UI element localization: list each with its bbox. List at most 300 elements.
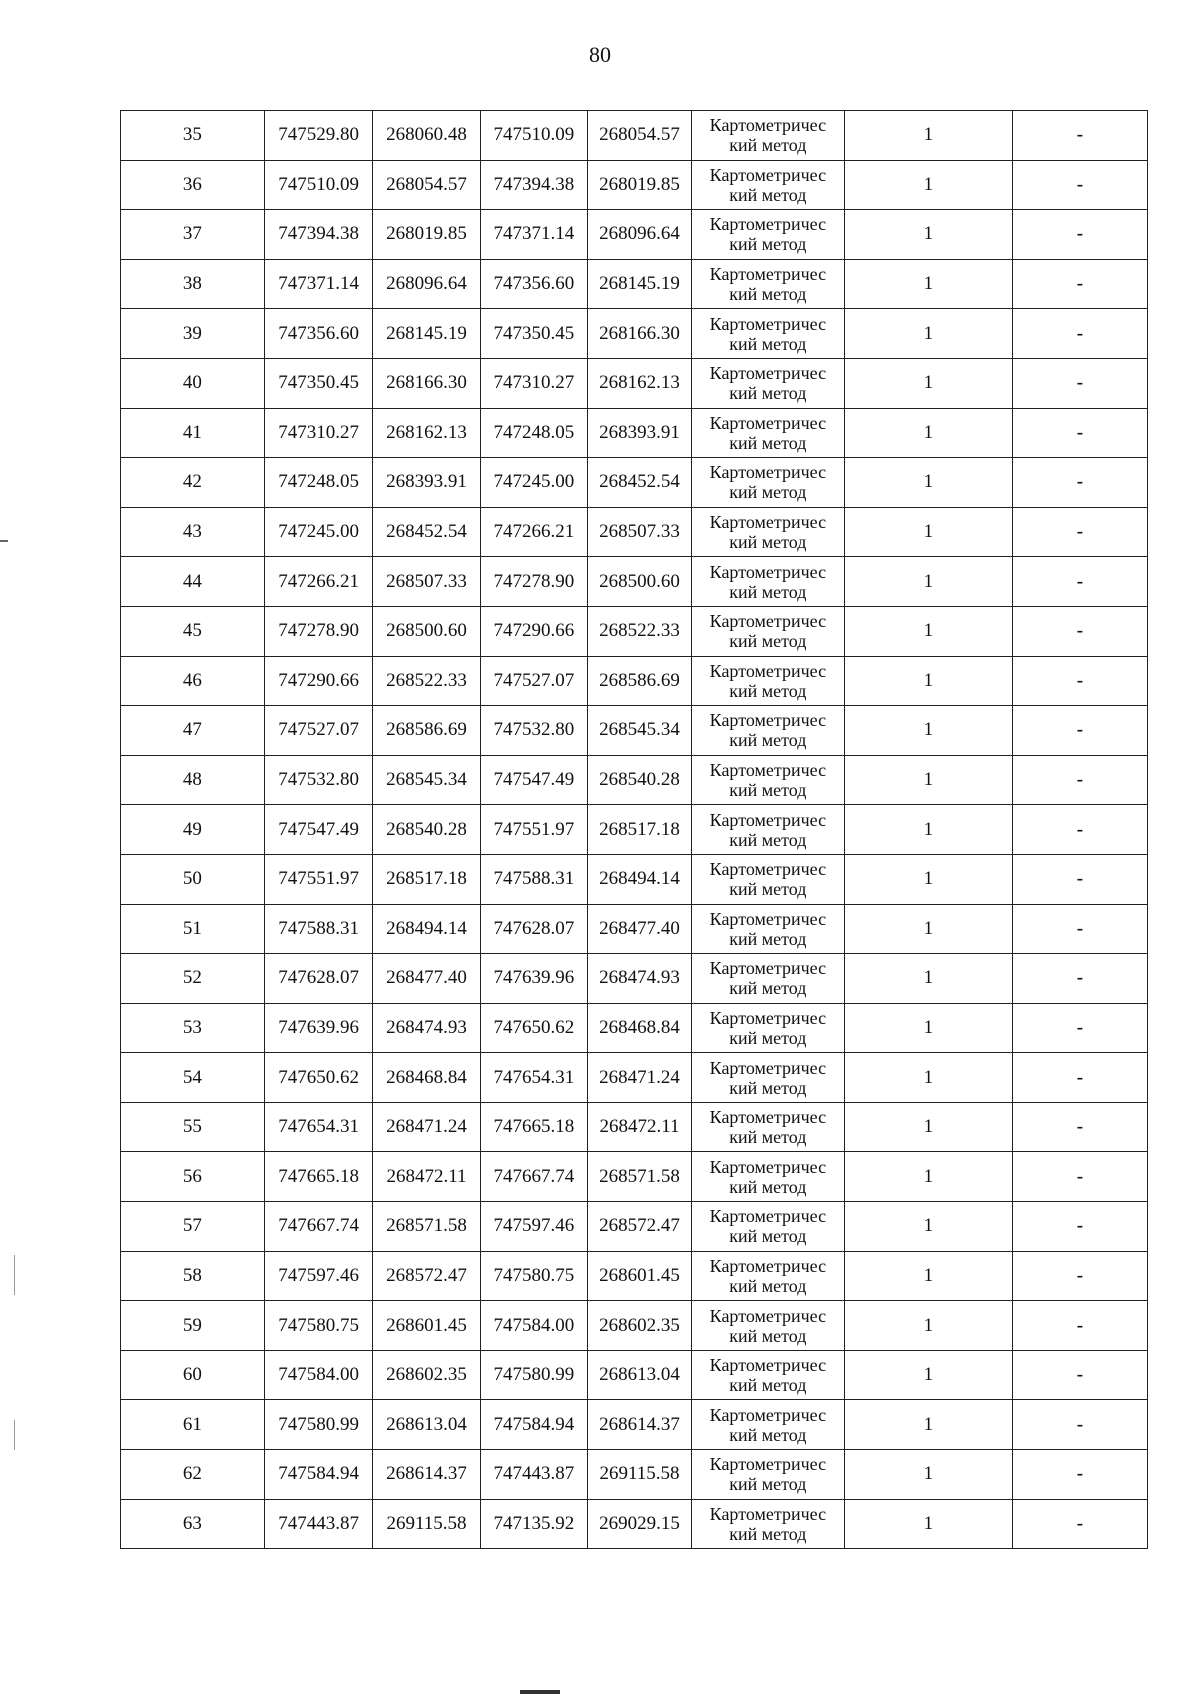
x-start-cell: 747580.75	[264, 1301, 372, 1351]
table-row	[121, 259, 1148, 309]
y-start-cell: 268601.45	[373, 1301, 480, 1351]
y-start-cell: 268602.35	[373, 1350, 480, 1400]
accuracy-cell: 1	[844, 1202, 1012, 1252]
method-text-line1: Картометричес	[709, 1454, 827, 1475]
accuracy-cell: 1	[844, 954, 1012, 1004]
point-number-cell: 57	[121, 1202, 265, 1252]
x-start-cell: 747371.14	[264, 259, 372, 309]
table-row	[121, 1350, 1148, 1400]
x-end-cell: 747639.96	[480, 954, 587, 1004]
note-cell: -	[1012, 160, 1147, 210]
method-text-line1: Картометричес	[709, 214, 827, 235]
table-row	[121, 954, 1148, 1004]
x-start-cell: 747654.31	[264, 1102, 372, 1152]
method-text-line2: кий метод	[729, 1176, 807, 1197]
method-text-line1: Картометричес	[709, 1107, 827, 1128]
table-row	[121, 1450, 1148, 1500]
y-start-cell: 268572.47	[373, 1251, 480, 1301]
method-cell	[692, 507, 845, 557]
y-start-cell: 268507.33	[373, 557, 480, 607]
method-text-line2: кий метод	[729, 879, 807, 900]
y-start-cell: 268393.91	[373, 458, 480, 508]
point-number-cell: 40	[121, 358, 265, 408]
accuracy-cell: 1	[844, 210, 1012, 260]
note-cell: -	[1012, 656, 1147, 706]
y-end-cell: 268472.11	[588, 1102, 692, 1152]
x-end-cell: 747443.87	[480, 1450, 587, 1500]
note-cell: -	[1012, 1053, 1147, 1103]
method-text-line1: Картометричес	[709, 264, 827, 285]
y-start-cell: 268586.69	[373, 706, 480, 756]
y-end-cell: 268613.04	[588, 1350, 692, 1400]
note-cell: -	[1012, 954, 1147, 1004]
binding-mark	[14, 1255, 15, 1295]
y-end-cell: 268471.24	[588, 1053, 692, 1103]
note-cell: -	[1012, 1202, 1147, 1252]
method-cell	[692, 954, 845, 1004]
y-end-cell: 268477.40	[588, 904, 692, 954]
method-text-line2: кий метод	[729, 432, 807, 453]
point-number-cell: 35	[121, 111, 265, 161]
table-row	[121, 507, 1148, 557]
x-end-cell: 747597.46	[480, 1202, 587, 1252]
method-cell	[692, 1450, 845, 1500]
point-number-cell: 54	[121, 1053, 265, 1103]
y-start-cell: 268468.84	[373, 1053, 480, 1103]
method-cell	[692, 1400, 845, 1450]
accuracy-cell: 1	[844, 111, 1012, 161]
method-cell	[692, 1152, 845, 1202]
method-cell	[692, 1350, 845, 1400]
method-cell	[692, 854, 845, 904]
y-end-cell: 268500.60	[588, 557, 692, 607]
point-number-cell: 60	[121, 1350, 265, 1400]
accuracy-cell: 1	[844, 358, 1012, 408]
x-start-cell: 747266.21	[264, 557, 372, 607]
y-start-cell: 268471.24	[373, 1102, 480, 1152]
accuracy-cell: 1	[844, 1499, 1012, 1549]
table-row	[121, 210, 1148, 260]
x-end-cell: 747628.07	[480, 904, 587, 954]
accuracy-cell: 1	[844, 259, 1012, 309]
y-end-cell: 268507.33	[588, 507, 692, 557]
accuracy-cell: 1	[844, 458, 1012, 508]
point-number-cell: 53	[121, 1003, 265, 1053]
accuracy-cell: 1	[844, 656, 1012, 706]
method-text-line2: кий метод	[729, 1275, 807, 1296]
y-end-cell: 268602.35	[588, 1301, 692, 1351]
method-text-line1: Картометричес	[709, 1305, 827, 1326]
x-end-cell: 747650.62	[480, 1003, 587, 1053]
method-text-line2: кий метод	[729, 730, 807, 751]
method-cell	[692, 1102, 845, 1152]
note-cell: -	[1012, 1301, 1147, 1351]
y-end-cell: 268474.93	[588, 954, 692, 1004]
method-text-line1: Картометричес	[709, 1255, 827, 1276]
accuracy-cell: 1	[844, 1102, 1012, 1152]
y-start-cell: 268452.54	[373, 507, 480, 557]
x-end-cell: 747532.80	[480, 706, 587, 756]
method-text-line2: кий метод	[729, 1077, 807, 1098]
x-start-cell: 747584.00	[264, 1350, 372, 1400]
method-text-line2: кий метод	[729, 184, 807, 205]
method-text-line2: кий метод	[729, 978, 807, 999]
y-end-cell: 268393.91	[588, 408, 692, 458]
method-text-line1: Картометричес	[709, 412, 827, 433]
coordinates-table	[120, 110, 1148, 1549]
y-start-cell: 268540.28	[373, 805, 480, 855]
x-end-cell: 747547.49	[480, 755, 587, 805]
method-cell	[692, 1003, 845, 1053]
method-cell	[692, 755, 845, 805]
x-start-cell: 747529.80	[264, 111, 372, 161]
method-text-line1: Картометричес	[709, 1355, 827, 1376]
page-number: 80	[589, 42, 611, 67]
x-end-cell: 747350.45	[480, 309, 587, 359]
table-row	[121, 606, 1148, 656]
x-end-cell: 747394.38	[480, 160, 587, 210]
method-text-line1: Картометричес	[709, 760, 827, 781]
accuracy-cell: 1	[844, 507, 1012, 557]
note-cell: -	[1012, 904, 1147, 954]
x-start-cell: 747527.07	[264, 706, 372, 756]
method-cell	[692, 358, 845, 408]
method-text-line1: Картометричес	[709, 115, 827, 136]
x-end-cell: 747588.31	[480, 854, 587, 904]
x-end-cell: 747356.60	[480, 259, 587, 309]
point-number-cell: 39	[121, 309, 265, 359]
accuracy-cell: 1	[844, 854, 1012, 904]
method-text-line2: кий метод	[729, 1424, 807, 1445]
table-row	[121, 1202, 1148, 1252]
note-cell: -	[1012, 805, 1147, 855]
point-number-cell: 59	[121, 1301, 265, 1351]
y-start-cell: 268472.11	[373, 1152, 480, 1202]
table-row	[121, 160, 1148, 210]
point-number-cell: 50	[121, 854, 265, 904]
table-row	[121, 1102, 1148, 1152]
point-number-cell: 38	[121, 259, 265, 309]
y-end-cell: 268166.30	[588, 309, 692, 359]
y-end-cell: 268571.58	[588, 1152, 692, 1202]
note-cell: -	[1012, 259, 1147, 309]
y-start-cell: 268166.30	[373, 358, 480, 408]
method-text-line1: Картометричес	[709, 512, 827, 533]
accuracy-cell: 1	[844, 408, 1012, 458]
method-text-line2: кий метод	[729, 829, 807, 850]
y-end-cell: 268054.57	[588, 111, 692, 161]
table-row	[121, 1053, 1148, 1103]
y-end-cell: 268517.18	[588, 805, 692, 855]
x-start-cell: 747667.74	[264, 1202, 372, 1252]
table-row	[121, 309, 1148, 359]
accuracy-cell: 1	[844, 1053, 1012, 1103]
method-text-line2: кий метод	[729, 482, 807, 503]
y-start-cell: 268517.18	[373, 854, 480, 904]
method-text-line1: Картометричес	[709, 1206, 827, 1227]
note-cell: -	[1012, 557, 1147, 607]
method-text-line2: кий метод	[729, 1226, 807, 1247]
y-start-cell: 268477.40	[373, 954, 480, 1004]
method-text-line1: Картометричес	[709, 809, 827, 830]
note-cell: -	[1012, 408, 1147, 458]
accuracy-cell: 1	[844, 160, 1012, 210]
method-cell	[692, 606, 845, 656]
method-text-line2: кий метод	[729, 780, 807, 801]
table-row	[121, 408, 1148, 458]
accuracy-cell: 1	[844, 557, 1012, 607]
point-number-cell: 63	[121, 1499, 265, 1549]
note-cell: -	[1012, 755, 1147, 805]
point-number-cell: 51	[121, 904, 265, 954]
note-cell: -	[1012, 358, 1147, 408]
table-row	[121, 656, 1148, 706]
accuracy-cell: 1	[844, 309, 1012, 359]
method-cell	[692, 656, 845, 706]
method-cell	[692, 557, 845, 607]
y-end-cell: 268494.14	[588, 854, 692, 904]
x-start-cell: 747547.49	[264, 805, 372, 855]
note-cell: -	[1012, 1450, 1147, 1500]
y-start-cell: 269115.58	[373, 1499, 480, 1549]
y-end-cell: 268586.69	[588, 656, 692, 706]
table-row	[121, 805, 1148, 855]
x-start-cell: 747650.62	[264, 1053, 372, 1103]
method-text-line2: кий метод	[729, 928, 807, 949]
x-end-cell: 747584.94	[480, 1400, 587, 1450]
method-text-line2: кий метод	[729, 333, 807, 354]
method-text-line2: кий метод	[729, 234, 807, 255]
accuracy-cell: 1	[844, 1251, 1012, 1301]
note-cell: -	[1012, 1400, 1147, 1450]
y-start-cell: 268545.34	[373, 755, 480, 805]
y-start-cell: 268474.93	[373, 1003, 480, 1053]
y-end-cell: 268096.64	[588, 210, 692, 260]
y-start-cell: 268613.04	[373, 1400, 480, 1450]
accuracy-cell: 1	[844, 1450, 1012, 1500]
method-cell	[692, 309, 845, 359]
y-end-cell: 268540.28	[588, 755, 692, 805]
method-text-line1: Картометричес	[709, 1404, 827, 1425]
x-start-cell: 747580.99	[264, 1400, 372, 1450]
y-end-cell: 268545.34	[588, 706, 692, 756]
y-end-cell: 268572.47	[588, 1202, 692, 1252]
y-start-cell: 268500.60	[373, 606, 480, 656]
y-end-cell: 268614.37	[588, 1400, 692, 1450]
note-cell: -	[1012, 458, 1147, 508]
x-start-cell: 747350.45	[264, 358, 372, 408]
note-cell: -	[1012, 309, 1147, 359]
method-text-line2: кий метод	[729, 581, 807, 602]
table-row	[121, 904, 1148, 954]
method-cell	[692, 160, 845, 210]
method-text-line2: кий метод	[729, 1027, 807, 1048]
method-text-line2: кий метод	[729, 1523, 807, 1544]
x-end-cell: 747584.00	[480, 1301, 587, 1351]
x-start-cell: 747532.80	[264, 755, 372, 805]
x-end-cell: 747580.99	[480, 1350, 587, 1400]
x-end-cell: 747654.31	[480, 1053, 587, 1103]
point-number-cell: 37	[121, 210, 265, 260]
method-cell	[692, 1202, 845, 1252]
method-text-line2: кий метод	[729, 680, 807, 701]
x-end-cell: 747580.75	[480, 1251, 587, 1301]
x-end-cell: 747135.92	[480, 1499, 587, 1549]
point-number-cell: 49	[121, 805, 265, 855]
method-cell	[692, 210, 845, 260]
x-start-cell: 747443.87	[264, 1499, 372, 1549]
method-text-line2: кий метод	[729, 1375, 807, 1396]
point-number-cell: 44	[121, 557, 265, 607]
accuracy-cell: 1	[844, 1301, 1012, 1351]
y-start-cell: 268054.57	[373, 160, 480, 210]
table-row	[121, 1499, 1148, 1549]
x-start-cell: 747588.31	[264, 904, 372, 954]
method-text-line2: кий метод	[729, 532, 807, 553]
method-text-line2: кий метод	[729, 383, 807, 404]
y-start-cell: 268571.58	[373, 1202, 480, 1252]
point-number-cell: 45	[121, 606, 265, 656]
point-number-cell: 42	[121, 458, 265, 508]
table-row	[121, 706, 1148, 756]
y-start-cell: 268145.19	[373, 309, 480, 359]
note-cell: -	[1012, 606, 1147, 656]
table-row	[121, 458, 1148, 508]
method-cell	[692, 904, 845, 954]
note-cell: -	[1012, 1152, 1147, 1202]
x-start-cell: 747248.05	[264, 458, 372, 508]
table-row	[121, 755, 1148, 805]
point-number-cell: 62	[121, 1450, 265, 1500]
y-end-cell: 268162.13	[588, 358, 692, 408]
method-text-line1: Картометричес	[709, 462, 827, 483]
point-number-cell: 47	[121, 706, 265, 756]
note-cell: -	[1012, 210, 1147, 260]
accuracy-cell: 1	[844, 1152, 1012, 1202]
table-row	[121, 1152, 1148, 1202]
y-end-cell: 268468.84	[588, 1003, 692, 1053]
point-number-cell: 48	[121, 755, 265, 805]
y-end-cell: 268145.19	[588, 259, 692, 309]
method-cell	[692, 1499, 845, 1549]
y-start-cell: 268162.13	[373, 408, 480, 458]
accuracy-cell: 1	[844, 606, 1012, 656]
method-text-line1: Картометричес	[709, 611, 827, 632]
method-text-line2: кий метод	[729, 135, 807, 156]
x-end-cell: 747665.18	[480, 1102, 587, 1152]
x-end-cell: 747248.05	[480, 408, 587, 458]
note-cell: -	[1012, 1251, 1147, 1301]
point-number-cell: 52	[121, 954, 265, 1004]
method-text-line1: Картометричес	[709, 164, 827, 185]
x-start-cell: 747290.66	[264, 656, 372, 706]
method-cell	[692, 458, 845, 508]
x-end-cell: 747667.74	[480, 1152, 587, 1202]
y-end-cell: 268452.54	[588, 458, 692, 508]
accuracy-cell: 1	[844, 904, 1012, 954]
table-row	[121, 854, 1148, 904]
note-cell: -	[1012, 1003, 1147, 1053]
method-text-line1: Картометричес	[709, 859, 827, 880]
y-start-cell: 268019.85	[373, 210, 480, 260]
method-text-line1: Картометричес	[709, 1057, 827, 1078]
point-number-cell: 61	[121, 1400, 265, 1450]
method-text-line2: кий метод	[729, 284, 807, 305]
x-end-cell: 747290.66	[480, 606, 587, 656]
method-text-line1: Картометричес	[709, 710, 827, 731]
method-text-line2: кий метод	[729, 1474, 807, 1495]
note-cell: -	[1012, 507, 1147, 557]
method-text-line1: Картометричес	[709, 1007, 827, 1028]
method-text-line1: Картометричес	[709, 958, 827, 979]
note-cell: -	[1012, 1499, 1147, 1549]
y-start-cell: 268522.33	[373, 656, 480, 706]
method-text-line2: кий метод	[729, 1127, 807, 1148]
x-end-cell: 747527.07	[480, 656, 587, 706]
accuracy-cell: 1	[844, 805, 1012, 855]
accuracy-cell: 1	[844, 1400, 1012, 1450]
method-cell	[692, 259, 845, 309]
method-text-line2: кий метод	[729, 1325, 807, 1346]
y-end-cell: 268522.33	[588, 606, 692, 656]
method-cell	[692, 1053, 845, 1103]
x-start-cell: 747597.46	[264, 1251, 372, 1301]
x-end-cell: 747245.00	[480, 458, 587, 508]
x-start-cell: 747510.09	[264, 160, 372, 210]
method-text-line2: кий метод	[729, 631, 807, 652]
x-start-cell: 747551.97	[264, 854, 372, 904]
point-number-cell: 41	[121, 408, 265, 458]
point-number-cell: 43	[121, 507, 265, 557]
y-start-cell: 268096.64	[373, 259, 480, 309]
table-row	[121, 1400, 1148, 1450]
y-end-cell: 269115.58	[588, 1450, 692, 1500]
table-row	[121, 1003, 1148, 1053]
method-text-line1: Картометричес	[709, 660, 827, 681]
x-start-cell: 747665.18	[264, 1152, 372, 1202]
y-start-cell: 268614.37	[373, 1450, 480, 1500]
method-cell	[692, 408, 845, 458]
accuracy-cell: 1	[844, 706, 1012, 756]
accuracy-cell: 1	[844, 755, 1012, 805]
table-row	[121, 111, 1148, 161]
note-cell: -	[1012, 1102, 1147, 1152]
method-cell	[692, 111, 845, 161]
note-cell: -	[1012, 854, 1147, 904]
method-text-line1: Картометричес	[709, 1503, 827, 1524]
accuracy-cell: 1	[844, 1350, 1012, 1400]
note-cell: -	[1012, 111, 1147, 161]
accuracy-cell: 1	[844, 1003, 1012, 1053]
x-end-cell: 747266.21	[480, 507, 587, 557]
binding-mark	[14, 1420, 15, 1450]
method-cell	[692, 1301, 845, 1351]
x-start-cell: 747310.27	[264, 408, 372, 458]
note-cell: -	[1012, 706, 1147, 756]
table-row	[121, 1301, 1148, 1351]
table-row	[121, 1251, 1148, 1301]
x-start-cell: 747245.00	[264, 507, 372, 557]
y-end-cell: 269029.15	[588, 1499, 692, 1549]
point-number-cell: 46	[121, 656, 265, 706]
y-end-cell: 268601.45	[588, 1251, 692, 1301]
x-end-cell: 747278.90	[480, 557, 587, 607]
x-end-cell: 747310.27	[480, 358, 587, 408]
point-number-cell: 55	[121, 1102, 265, 1152]
method-text-line1: Картометричес	[709, 363, 827, 384]
note-cell: -	[1012, 1350, 1147, 1400]
x-end-cell: 747371.14	[480, 210, 587, 260]
